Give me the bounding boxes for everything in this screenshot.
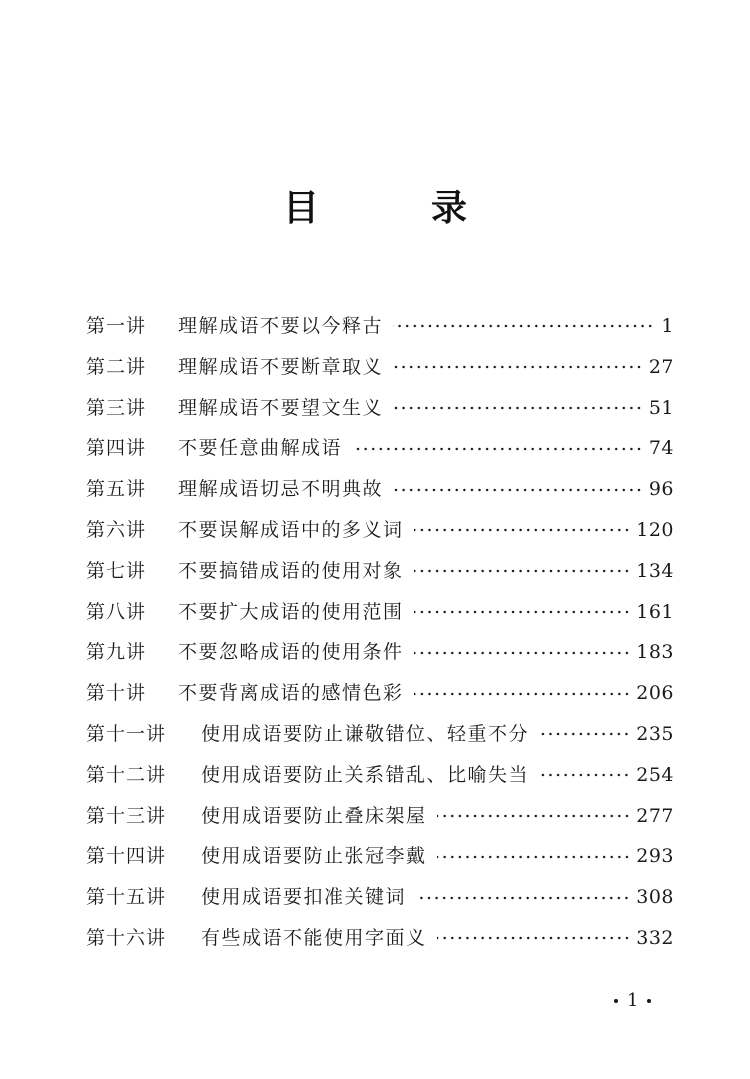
toc-entry[interactable] xyxy=(86,796,674,837)
dot-leader xyxy=(352,439,643,459)
toc-entry-number: 第十一讲 xyxy=(86,722,167,745)
toc-entry[interactable] xyxy=(86,551,674,592)
toc-entry-page: 74 xyxy=(648,437,674,460)
toc-entry-number: 第八讲 xyxy=(86,600,147,623)
toc-entry-title: 有些成语不能使用字面义 xyxy=(201,926,427,949)
toc-entry-page: 96 xyxy=(648,478,674,501)
bullet-dot-icon xyxy=(614,999,618,1003)
toc-entry-number: 第十二讲 xyxy=(86,763,167,786)
toc-entry-page: 277 xyxy=(636,804,674,827)
dot-leader xyxy=(437,928,631,948)
toc-entry-number: 第一讲 xyxy=(86,315,147,337)
toc-entry[interactable] xyxy=(86,388,674,429)
toc-entry-number: 第二讲 xyxy=(86,355,147,378)
toc-entry-title: 使用成语要防止谦敬错位、轻重不分 xyxy=(201,722,530,745)
toc-entry-title: 不要扩大成语的使用范围 xyxy=(178,600,404,623)
toc-entry-page: 161 xyxy=(636,600,674,623)
toc-entry-page: 235 xyxy=(636,722,674,745)
toc-entry-title: 不要忽略成语的使用条件 xyxy=(178,641,404,664)
toc-entry[interactable] xyxy=(86,673,674,714)
toc-entry-page: 293 xyxy=(636,845,674,868)
toc-entry-number: 第十六讲 xyxy=(86,926,167,949)
toc-entry-number: 第六讲 xyxy=(86,518,147,541)
toc-entry[interactable] xyxy=(86,428,674,469)
toc-entry[interactable] xyxy=(86,306,674,347)
toc-entry-page: 206 xyxy=(636,682,674,705)
dot-leader xyxy=(414,643,631,663)
toc-entry-number: 第十讲 xyxy=(86,682,147,705)
toc-entry[interactable] xyxy=(86,836,674,877)
toc-entry-number: 第九讲 xyxy=(86,641,147,664)
page-number: 1 xyxy=(627,990,639,1011)
table-of-contents xyxy=(86,306,674,959)
toc-entry-number: 第十三讲 xyxy=(86,804,167,827)
toc-entry-title: 不要任意曲解成语 xyxy=(178,437,343,460)
dot-leader xyxy=(539,765,630,785)
dot-leader xyxy=(437,806,631,826)
toc-entry[interactable] xyxy=(86,469,674,510)
toc-entry[interactable] xyxy=(86,918,674,959)
toc-entry-title: 理解成语不要望文生义 xyxy=(178,396,384,419)
dot-leader xyxy=(414,561,631,581)
toc-entry-number: 第十五讲 xyxy=(86,886,167,909)
toc-entry-page: 254 xyxy=(636,763,674,786)
toc-entry-title: 使用成语要防止叠床架屋 xyxy=(201,804,427,827)
dot-leader xyxy=(393,480,643,500)
dot-leader xyxy=(393,316,654,336)
toc-entry-page: 51 xyxy=(648,396,674,419)
toc-entry-title: 不要搞错成语的使用对象 xyxy=(178,559,404,582)
toc-entry-title: 理解成语不要断章取义 xyxy=(178,355,384,378)
toc-entry[interactable] xyxy=(86,877,674,918)
toc-entry-page: 308 xyxy=(636,886,674,909)
dot-leader xyxy=(416,888,630,908)
toc-entry-page: 183 xyxy=(636,641,674,664)
dot-leader xyxy=(393,398,643,418)
toc-entry-page: 27 xyxy=(648,355,674,378)
dot-leader xyxy=(414,684,631,704)
toc-entry-page: 332 xyxy=(636,926,674,949)
toc-entry-title: 理解成语不要以今释古 xyxy=(178,315,384,337)
toc-entry-title: 使用成语要扣准关键词 xyxy=(201,886,407,909)
toc-entry-number: 第三讲 xyxy=(86,396,147,419)
toc-entry-number: 第五讲 xyxy=(86,478,147,501)
toc-entry[interactable] xyxy=(86,592,674,633)
toc-entry-title: 不要误解成语中的多义词 xyxy=(178,518,404,541)
toc-entry-number: 第七讲 xyxy=(86,559,147,582)
dot-leader xyxy=(414,602,631,622)
toc-entry[interactable] xyxy=(86,755,674,796)
toc-entry-page: 134 xyxy=(636,559,674,582)
toc-entry[interactable] xyxy=(86,632,674,673)
toc-entry-title: 理解成语切忌不明典故 xyxy=(178,478,384,501)
toc-entry-number: 第十四讲 xyxy=(86,845,167,868)
toc-entry[interactable] xyxy=(86,347,674,388)
bullet-dot-icon xyxy=(647,999,651,1003)
toc-entry-title: 不要背离成语的感情色彩 xyxy=(178,682,404,705)
dot-leader xyxy=(437,847,631,867)
toc-entry[interactable] xyxy=(86,714,674,755)
page-number-footer xyxy=(614,990,651,1011)
dot-leader xyxy=(539,724,630,744)
dot-leader xyxy=(393,357,643,377)
toc-entry-page: 120 xyxy=(636,518,674,541)
dot-leader xyxy=(414,520,631,540)
toc-entry-title: 使用成语要防止关系错乱、比喻失当 xyxy=(201,763,530,786)
toc-entry-page: 1 xyxy=(661,315,674,337)
toc-entry-title: 使用成语要防止张冠李戴 xyxy=(201,845,427,868)
toc-entry-number: 第四讲 xyxy=(86,437,147,460)
page-title: 目 录 xyxy=(282,187,505,229)
toc-entry[interactable] xyxy=(86,510,674,551)
